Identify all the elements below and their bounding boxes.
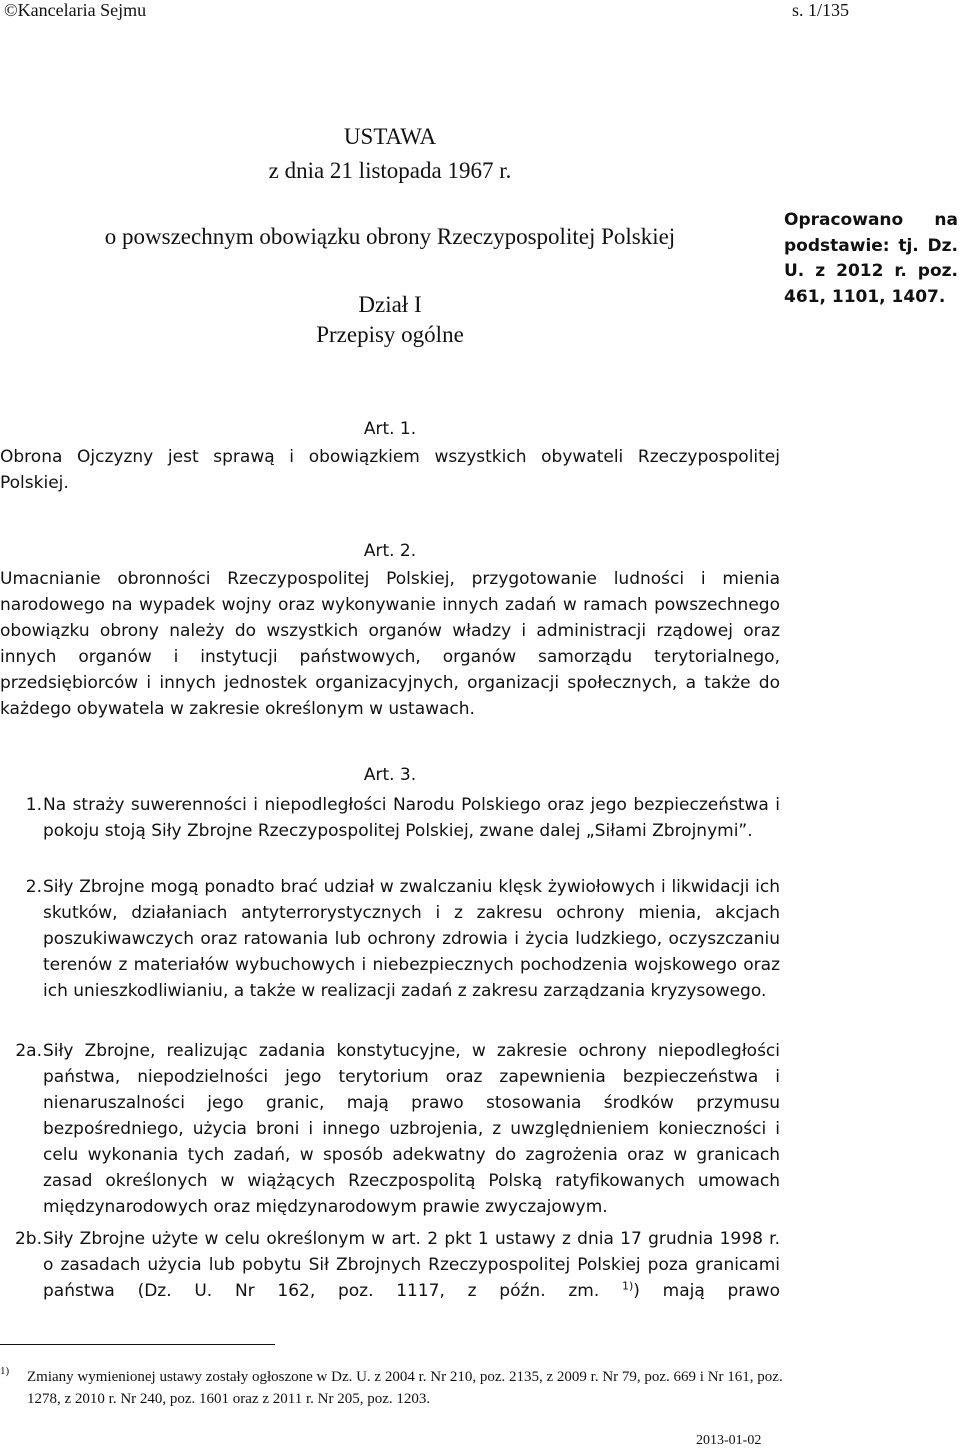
footnote-mark: 1)	[0, 1365, 10, 1377]
item-text-after: ) mają prawo	[633, 1281, 780, 1301]
section-number: Dział I	[358, 292, 422, 317]
item-number: 2a.	[15, 1041, 42, 1061]
page-number: s. 1/135	[792, 0, 850, 20]
footnote-separator	[0, 1344, 275, 1345]
art2-heading: Art. 2.	[363, 541, 417, 561]
item-text	[43, 1226, 780, 1304]
art3-heading: Art. 3.	[363, 765, 417, 785]
header-source: ©Kancelaria Sejmu	[4, 0, 147, 20]
art3-item	[0, 1038, 780, 1220]
art2-text: Umacnianie obronności Rzeczypospolitej Polskiej, przygotowanie ludności i mienia narodowego na wypadek wojny oraz wykonywanie innych zadań w ramach powszechnego obowiązku obrony należy do wszystkich organów władzy i administracji rządowej oraz innych organów i instytucji państwowych, organów samorządu terytorialnego, przedsiębiorców i innych jednostek organizacyjnych, organizacji społecznych, a także do każdego obywatela w zakresie określonym w ustawach.	[0, 569, 780, 719]
side-note: Opracowano na podstawie: tj. Dz. U. z 2012 r. poz. 461, 1101, 1407.	[784, 210, 958, 307]
art1-heading: Art. 1.	[363, 419, 417, 439]
item-text: Siły Zbrojne, realizując zadania konstytucyjne, w zakresie ochrony niepodległości państwa, niepodzielności jego terytorium oraz zapewnienia bezpieczeństwa i nienaruszalności jego granic, mają prawo stosowania środków przymusu bezpośredniego, użycia broni i innego uzbrojenia, z uwzględnieniem konieczności i celu wykonania tych zadań, w sposób adekwatny do zagrożenia oraz w granicach zasad określonych w wiążących Rzeczpospolitą Polską ratyfikowanych umowach międzynarodowych oraz międzynarodowym prawie zwyczajowym.	[43, 1041, 780, 1217]
document-type: USTAWA	[343, 124, 437, 149]
item-text: Na straży suwerenności i niepodległości Narodu Polskiego oraz jego bezpieczeństwa i pokoju stoją Siły Zbrojne Rzeczypospolitej Polskiej, zwane dalej „Siłami Zbrojnymi”.	[43, 795, 780, 841]
item-text-before: Siły Zbrojne użyte w celu określonym w art. 2 pkt 1 ustawy z dnia 17 grudnia 1998 r. o zasadach użycia lub pobytu Sił Zbrojnych Rzeczypospolitej Polskiej poza granicami państwa (Dz. U. Nr 162, poz. 1117, z późn. zm.	[43, 1229, 780, 1301]
art1-text: Obrona Ojczyzny jest sprawą i obowiązkiem wszystkich obywateli Rzeczypospolitej Polskiej.	[0, 447, 780, 493]
footnote-text: Zmiany wymienionej ustawy zostały ogłoszone w Dz. U. z 2004 r. Nr 210, poz. 2135, z 2009 r. Nr 79, poz. 669 i Nr 161, poz. 1278, z 2010 r. Nr 240, poz. 1601 oraz z 2011 r. Nr 205, poz. 1203.	[27, 1369, 783, 1407]
document-date: z dnia 21 listopada 1967 r.	[268, 158, 512, 183]
document-title: o powszechnym obowiązku obrony Rzeczypospolitej Polskiej	[104, 224, 676, 249]
art3-item	[0, 792, 780, 844]
item-number: 2.	[25, 877, 42, 897]
art3-item	[0, 1226, 780, 1304]
footnote	[0, 1366, 800, 1410]
item-number: 1.	[25, 795, 42, 815]
item-number: 2b.	[14, 1229, 42, 1249]
art3-item	[0, 874, 780, 1004]
item-text: Siły Zbrojne mogą ponadto brać udział w zwalczaniu klęsk żywiołowych i likwidacji ich skutków, działaniach antyterrorystycznych i z zakresu ochrony mienia, akcjach poszukiwawczych oraz ratowania lub ochrony zdrowia i życia ludzkiego, oczyszczaniu terenów z materiałów wybuchowych i niebezpiecznych pochodzenia wojskowego oraz ich unieszkodliwianiu, a także w realizacji zadań z zakresu zarządzania kryzysowego.	[43, 877, 780, 1001]
document-version-date: 2013-01-02	[696, 1433, 762, 1448]
section-title: Przepisy ogólne	[316, 322, 464, 347]
footnote-reference[interactable]: 1)	[621, 1279, 634, 1293]
